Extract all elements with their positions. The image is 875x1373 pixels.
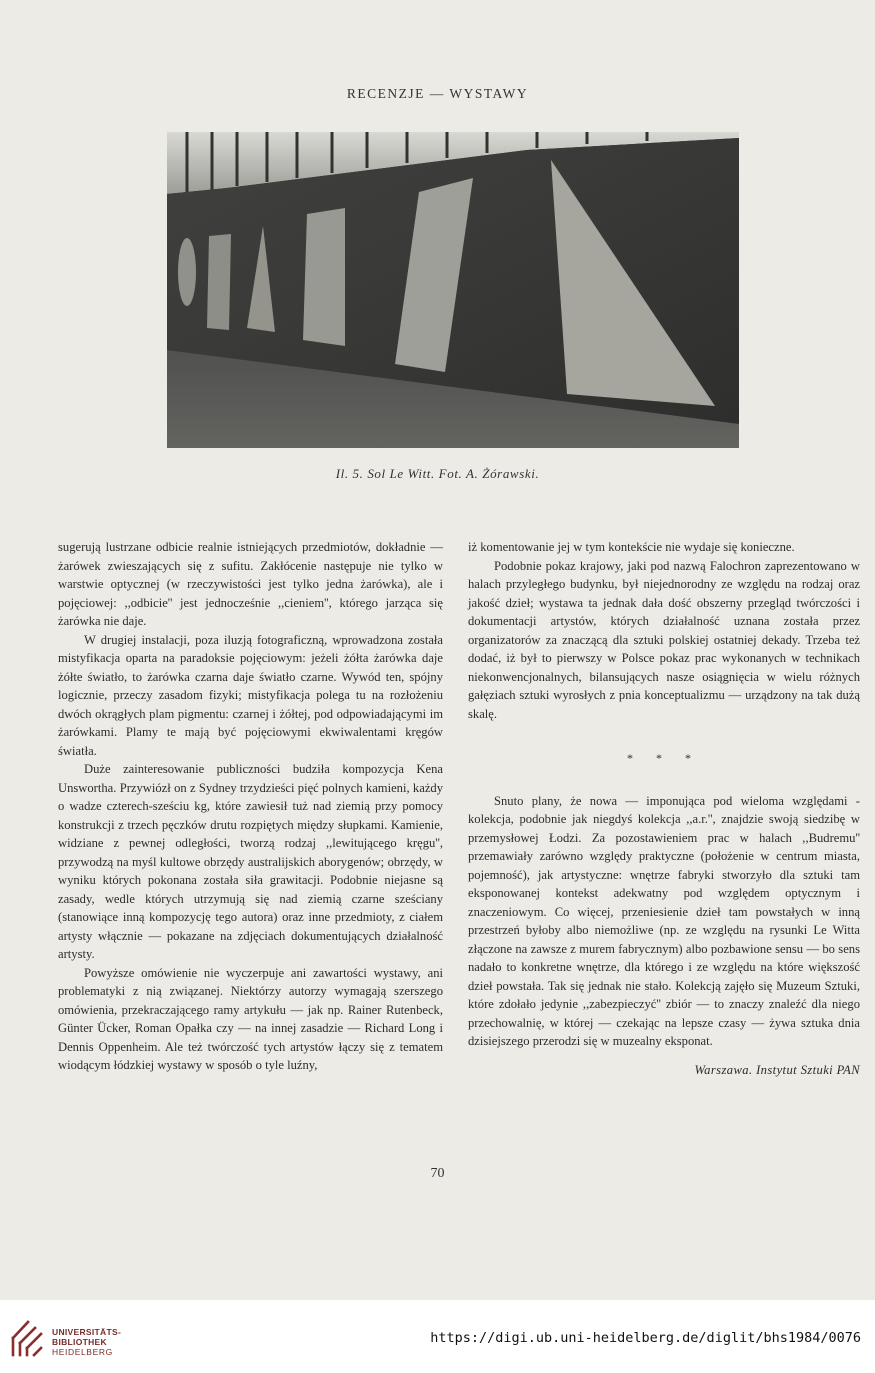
library-name (52, 1327, 121, 1357)
left-column (58, 538, 443, 1075)
running-head: RECENZJE — WYSTAWY (346, 86, 529, 101)
heidelberg-logo-icon (10, 1318, 44, 1358)
right-column (468, 538, 860, 1079)
library-name-line: HEIDELBERG (52, 1347, 113, 1357)
library-name-line: UNIVERSITÄTS- (52, 1327, 122, 1337)
paragraph: Duże zainteresowanie publiczności budziła kompozycja Kena Unswortha. Przywiózł on z Sydney trzydzieści pięć polnych kamieni, każdy o wadze czterech-sześciu kg, które zawiesił tuż nad ziemią przy pomocy konstrukcji z trzech pęczków drutu rozpiętych między słupkami. Kamienie, widziane z pewnej odległości, tworzą rodzaj ,,lewitującego kręgu'', przywodzą na myśl kultowe obrzędy australijskich aborygenów; obrzędy, w wyniku których pokonana została siła grawitacji. Podobnie niejasne są zasady, wedle których utrzymują się nad ziemią czarne sześciany (stanowiące inną kompozycję tego autora) oraz inne przedmioty, z ciałem artysty włącznie — pokazane na zdjęciach dokumentujących działalność artysty. (58, 762, 443, 961)
section-separator: * * * (627, 751, 701, 765)
permalink-url[interactable]: https://digi.ub.uni-heidelberg.de/diglit/bhs1984/0076 (430, 1330, 861, 1346)
paragraph: W drugiej instalacji, poza iluzją fotograficzną, wprowadzona została mistyfikacja oparta na paradoksie pojęciowym: jeżeli żółta żarówka daje żółte światło, to żarówka czarna daje światło czarne. Wywód ten, spójny logicznie, przeczy zasadom fizyki; mistyfikacja polega tu na rozłożeniu dwóch okrągłych plam pigmentu: czarnej i żółtej, pod odpowiadającymi im żarówkami. Plamy te mają być pojęciowymi ekwiwalentami kręgów światła. (58, 632, 443, 758)
paragraph: iż komentowanie jej w tym kontekście nie wydaje się konieczne. (468, 540, 795, 554)
paragraph: Powyższe omówienie nie wyczerpuje ani zawartości wystawy, ani problematyki z nią związanej. Niektórzy autorzy wymagają szerszego omówienia, przekraczającego ramy artykułu — jak np. Rainer Rutenbeck, Günter Ücker, Roman Opałka czy — na innej zasadzie — Richard Long i Dennis Oppenheim. Ale też twórczość tych artystów łączy się z tematem wiodącym łódzkiej wystawy w sposób o tyle luźny, (58, 965, 443, 1072)
paragraph: sugerują lustrzane odbicie realnie istniejących przedmiotów, dokładnie — żarówek zwieszających się z sufitu. Zakłócenie następuje nie tylko w warstwie optycznej (w rzeczywistości jest tylko jedna żarówka), ale i pojęciowej: ,,odbicie'' jest jednocześnie ,,cieniem'', którego jarząca się żarówka nie daje. (58, 540, 443, 628)
figure-photograph (167, 132, 739, 448)
library-footer (0, 1300, 875, 1373)
page-number: 70 (430, 1166, 445, 1181)
library-name-line: BIBLIOTHEK (52, 1337, 107, 1347)
author-affiliation: Warszawa. Instytut Sztuki PAN (694, 1062, 860, 1077)
paragraph: Snuto plany, że nowa — imponująca pod wieloma względami - kolekcja, podobnie jak niegdyś kolekcja ,,a.r.'', znajdzie swoją siedzibę w przemysłowej Łodzi. Za pozostawieniem prac w halach ,,Budremu'' przemawiały zarówno względy praktyczne (położenie w centrum miasta, pojemność), jak artystyczne: wnętrze fabryki stworzyło dla sztuki tam eksponowanej kontekst adekwatny pod względem optycznym i znaczeniowym. Co więcej, przeniesienie dzieł tam powstałych w inną przestrzeń byłoby albo niemożliwe (np. ze względu na rysunki Le Witta złączone na zawsze z murem fabrycznym) albo pozbawione sensu — bo sens nadało to konkretne wnętrze, dla którego i ze względu na które większość dzieł powstała. Tak się jednak nie stało. Kolekcją zajęło się Muzeum Sztuki, które zdołało jedynie ,,zabezpieczyć'' zbiór — to znaczy znaleźć dla niego przechowalnię, w której — czekając na lepsze czasy — żywa sztuka dnia dzisiejszego przerodzi się w muzealny eksponat. (468, 793, 860, 1048)
wall-photo-graphic (167, 132, 739, 448)
paragraph: Podobnie pokaz krajowy, jaki pod nazwą Falochron zaprezentowano w halach przyległego budynku, był niejednorodny ze względu na rodzaj oraz jakość dzieł; wystawa ta jednak dała dość obszerny przegląd twórczości i dokumentacji artystów, których działalność uznana została przez organizatorów za znaczącą dla sztuki polskiej ostatniej dekady. Trzeba też dodać, iż był to pierwszy w Polsce pokaz prac wykonanych w technikach niekonwencjonalnych, bilansujących nasze osiągnięcia w wielu różnych gałęziach sztuki wyrosłych z pnia konceptualizmu — urządzony na tak dużą skalę. (468, 558, 860, 721)
figure-caption: Il. 5. Sol Le Witt. Fot. A. Żórawski. (335, 466, 540, 481)
